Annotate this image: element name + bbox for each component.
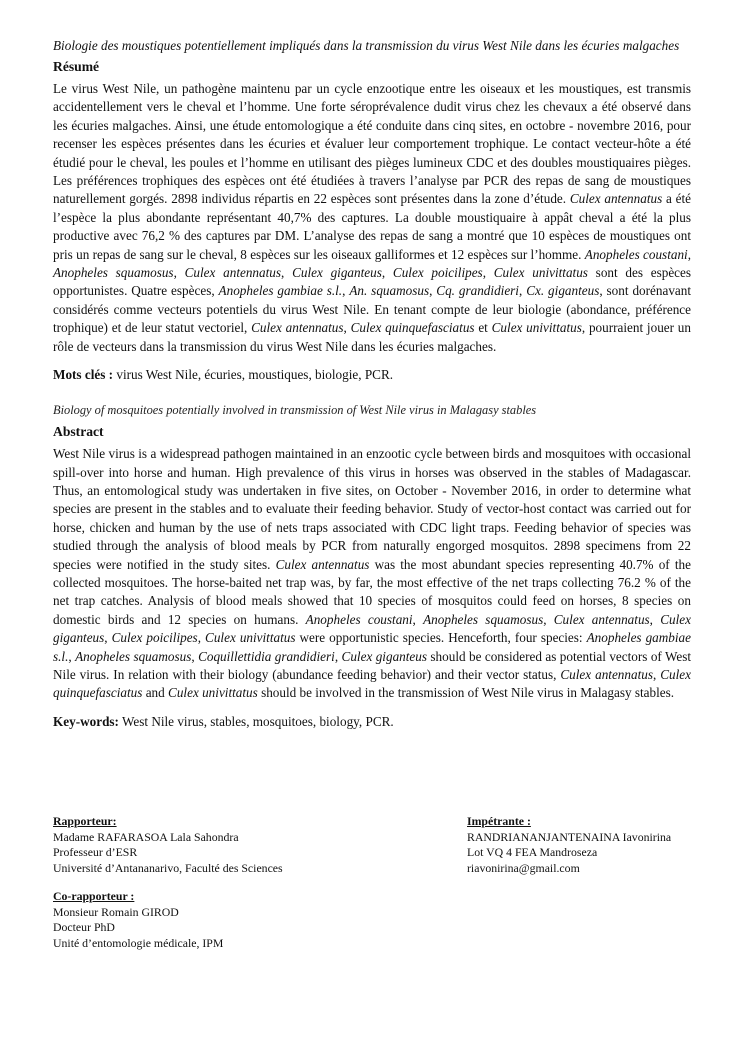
text-run: , sont dorénavant considérés comme vecteurs potentiels du virus West Nile. En tenant compte de leur biologie (abondance, préférence trophique) et de leur statut vectoriel, <box>53 283 692 336</box>
species-name: Culex antennatus <box>275 556 370 572</box>
co-rapporteur-line: Unité d’entomologie médicale, IPM <box>53 935 224 950</box>
species-name: Culex giganteus <box>341 648 427 664</box>
text-run: a été l’espèce la plus abondante représentant 40,7% des captures. La double moustiquaire à appât cheval a été la plus productive avec 76,2 % des captures par DM. L’analyse des repas de sang a montré que 10 espèces de moustiques ont pris un repas de sang sur le cheval, 8 espèces sur les oiseaux galliformes et 12 espèces sur l’homme. <box>53 191 691 262</box>
text-run: was the most abundant species representing 40.7% of the collected mosquitoes. The horse-baited net trap was, by far, the most effective of the net traps collecting 76.2 % of the net trap catches. Analysis of blood meals showed that 10 species of mosquitos could feed on horses, 8 species on domestic birds and 12 species on humans. <box>53 556 691 627</box>
text-run: , <box>68 648 76 664</box>
text-run: sont des espèces opportunistes. Quatre espèces, <box>53 265 692 299</box>
french-keywords <box>53 366 691 384</box>
species-name: Culex univittatus <box>205 630 296 646</box>
text-run: , <box>412 611 424 627</box>
text-run: , <box>518 283 527 299</box>
impetrante-block <box>467 814 671 876</box>
species-name: Anopheles gambiae s.l. <box>218 283 343 299</box>
text-run: , pourraient jouer un rôle de vecteurs dans la transmission du virus West Nile dans les écuries malgaches. <box>53 320 691 354</box>
english-abstract <box>53 445 691 703</box>
text-run: , <box>197 630 206 646</box>
text-run: , <box>687 246 692 262</box>
species-name: Culex giganteus <box>292 265 382 281</box>
english-keywords <box>53 713 691 731</box>
co-rapporteur-line: Monsieur Romain GIROD <box>53 904 179 919</box>
species-name: Culex univittatus <box>168 685 258 701</box>
species-name: Culex antennatus <box>569 191 663 207</box>
species-name: Culex poicilipes <box>111 630 198 646</box>
impetrante-email: riavonirina@gmail.com <box>467 860 580 875</box>
text-run: should be involved in the transmission of West Nile virus in Malagasy stables. <box>257 685 675 701</box>
species-name: Coquillettidia grandidieri <box>198 648 335 664</box>
species-name: Anopheles coustani <box>305 611 413 627</box>
text-run: , <box>334 648 342 664</box>
species-name: An. squamosus <box>349 283 430 299</box>
impetrante-label: Impétrante : <box>467 814 531 828</box>
abstract-heading: Abstract <box>53 424 104 440</box>
species-name: Cx. giganteus <box>526 283 600 299</box>
resume-heading: Résumé <box>53 59 100 74</box>
species-name: Culex univittatus <box>491 320 582 336</box>
french-abstract <box>53 80 691 356</box>
species-name: Culex antennatus <box>251 320 344 336</box>
french-keywords-text: virus West Nile, écuries, moustiques, biologie, PCR. <box>113 367 394 383</box>
text-run: , <box>381 265 393 281</box>
text-run: , <box>342 283 350 299</box>
text-run: , <box>104 630 112 646</box>
text-run: Le virus West Nile, un pathogène maintenu par un cycle enzootique entre les oiseaux et les moustiques, est transmis accidentellement vers le cheval et l’homme. Une forte séroprévalence dudit virus chez les chevaux a été observé dans les écuries malgaches. Ainsi, une étude entomologique a été conduite dans cinq sites, en octobre - novembre 2016, pour recenser les espèces présentes dans les écuries et évaluer leur comportement trophique. Le contact vecteur-hôte a été étudié pour le cheval, les poules et l’homme en utilisant des pièges lumineux CDC et des doubles moustiquaires pièges. Les préférences trophiques des espèces ont été étudiées à travers l’analyse par PCR des repas de sang de moustiques naturellement gorgés. 2898 individus répartis en 22 espèces sont présentes dans la zone d’étude. <box>53 81 691 207</box>
co-rapporteur-label: Co-rapporteur : <box>53 889 135 903</box>
species-name: Culex antennatus <box>553 611 650 627</box>
text-run: should be considered as potential vectors of West Nile virus. In relation with their biology (abundance feeding behavior) and their vector status, <box>53 648 692 682</box>
rapporteur-line: Madame RAFARASOA Lala Sahondra <box>53 829 239 844</box>
rapporteur-label: Rapporteur: <box>53 814 117 828</box>
species-name: Anopheles squamosus <box>423 611 544 627</box>
species-name: Culex antennatus <box>184 265 282 281</box>
species-name: Culex quinquefasciatus <box>350 320 475 336</box>
text-run: , <box>281 265 293 281</box>
text-run: et <box>474 320 492 336</box>
text-run: were opportunistic species. Henceforth, four species: <box>295 630 587 646</box>
french-keywords-label: Mots clés : <box>53 367 114 383</box>
species-name: Culex poicilipes <box>392 265 483 281</box>
species-name: Anopheles coustani <box>584 246 688 262</box>
rapporteur-line: Professeur d’ESR <box>53 845 138 860</box>
text-run: , <box>191 648 199 664</box>
english-keywords-text: West Nile virus, stables, mosquitoes, biology, PCR. <box>118 713 394 729</box>
english-keywords-label: Key-words: <box>53 713 119 729</box>
text-run: and <box>142 685 169 701</box>
text-run: , <box>343 320 351 336</box>
english-title: Biology of mosquitoes potentially involved in transmission of West Nile virus in Malagasy stables <box>53 403 537 418</box>
co-rapporteur-line: Docteur PhD <box>53 920 115 935</box>
rapporteur-block <box>53 814 283 876</box>
rapporteur-line: Université d’Antananarivo, Faculté des Sciences <box>53 860 283 875</box>
species-name: Anopheles squamosus <box>75 648 192 664</box>
species-name: Culex antennatus <box>560 666 653 682</box>
text-run: , <box>482 265 494 281</box>
species-name: Cq. grandidieri <box>436 283 519 299</box>
species-name: Culex quinquefasciatus <box>53 666 692 701</box>
impetrante-line: Lot VQ 4 FEA Mandroseza <box>467 845 598 860</box>
species-name: Anopheles gambiae s.l. <box>53 630 692 664</box>
text-run: , <box>649 611 661 627</box>
species-name: Culex giganteus <box>53 611 691 646</box>
document-page <box>53 34 691 731</box>
text-run: , <box>543 611 554 627</box>
text-run: , <box>173 265 185 281</box>
species-name: Anopheles squamosus <box>53 265 174 281</box>
co-rapporteur-block <box>53 889 223 951</box>
text-run: , <box>429 283 437 299</box>
impetrante-line: RANDRIANANJANTENAINA Iavonirina <box>467 829 672 844</box>
text-run: West Nile virus is a widespread pathogen maintained in an enzootic cycle between birds and mosquitoes with occasional spill-over into horse and human. High prevalence of this virus in horses was observed in the stables of Madagascar. Thus, an entomological study was undertaken in five sites, on October - November 2016, in order to determine what species are present in the stables and to evaluate their feeding behavior. Study of vector-host contact was carried out for horse, chicken and human by the use of nets traps associated with CDC light traps. Feeding behavior of species was studied through the analysis of blood meals by PCR from naturally engorged mosquitos. 2898 specimens from 22 species were notified in the study sites. <box>53 446 691 572</box>
french-title: Biologie des moustiques potentiellement impliqués dans la transmission du virus West Nile dans les écuries malgaches <box>53 38 680 53</box>
species-name: Culex univittatus <box>493 265 588 281</box>
text-run: , <box>652 666 661 682</box>
